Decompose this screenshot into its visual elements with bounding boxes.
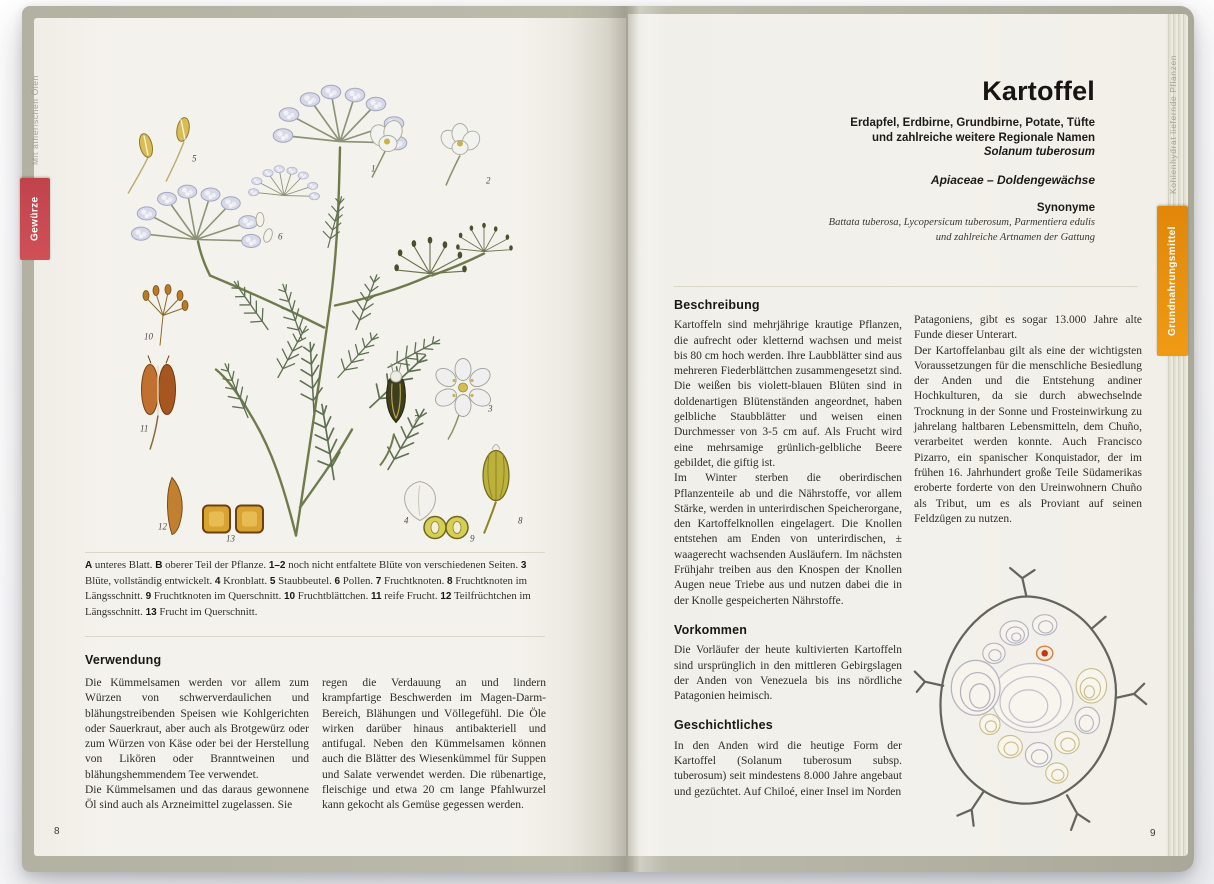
body-paragraph: Kartoffeln sind mehrjährige krautige Pflanzen, die aufrecht oder kletternd wachsen und meist bis 80 cm hoch werden. Ihre Laubblätter sind aus mehreren Fiederblättchen zusammengesetzt sind. Die weißen bis violett-blauen Blüten sind in doldenartigen Blütenständen angeordnet, haben gelbliche Staubblätter und weisen einen Durchmesser von 3-5 cm auf. Als Frucht wird eine mehrsamige grünlich-gelbliche Beere gebildet, die giftig ist. xyxy=(674,319,902,469)
article-column-1 xyxy=(674,298,902,800)
synonyms-line-2: und zahlreiche Artnamen der Gattung xyxy=(935,232,1095,244)
page-number-left: 8 xyxy=(54,826,60,837)
figure-label-1: 1 xyxy=(371,163,376,174)
figure-label-2: 2 xyxy=(486,175,491,186)
geschichtliches-heading: Geschichtliches xyxy=(674,718,773,733)
verwendung-heading: Verwendung xyxy=(85,653,162,667)
figure-label-9: 9 xyxy=(470,533,475,544)
book-spread xyxy=(22,6,1194,872)
body-paragraph: Die Vorläufer der heute kultivierten Kartoffeln sind ursprünglich in den mittleren Gebirgslagen der Anden von Venezuela bis ins nördliche Patagonien heimisch. xyxy=(674,644,902,703)
article-title: Kartoffel xyxy=(982,76,1095,106)
plate-caption: A unteres Blatt. B oberer Teil der Pflanze. 1–2 noch nicht entfaltete Blüte von verschiedenen Seiten. 3 Blüte, vollständig entwickelt. 4 Kronblatt. 5 Staubbeutel. 6 Pollen. 7 Fruchtknoten. 8 Fruchtknoten im Längsschnitt. 9 Fruchtknoten im Querschnitt. 10 Fruchtblättchen. 11 reife Frucht. 12 Teilfrüchtchen im Längsschnitt. 13 Frucht im Querschnitt. xyxy=(85,559,531,618)
body-paragraph: Der Kartoffelanbau gilt als eine der wichtigsten Voraussetzungen für die menschliche Besiedlung der Anden und die Entstehung andiner Hochkulturen, da sie durch abwechselnde Trocknung in der Sonne und Frosteinwirkung zu jahrelang haltbaren Lebensmitteln, dem Chuño, verarbeitet werden konnte. Auch Francisco Pizarro, ein spanischer Konquistador, der im frühen 16. Jahrhundert große Teile Südamerikas eroberte forderte von den Ureinwohnern Chuño als Tribut, um es als Proviant auf seinen Feldzügen zu nutzen. xyxy=(914,344,1142,525)
figure-label-12: 12 xyxy=(158,521,167,532)
verwendung-column-2 xyxy=(322,676,546,814)
scientific-name: Solanum tuberosum xyxy=(983,146,1095,158)
article-header xyxy=(665,76,1095,245)
figure-label-8: 8 xyxy=(518,515,523,526)
botanical-plate-illustration xyxy=(88,76,543,544)
right-edge-category-label: Kohlenhydrat liefernde Pflanzen xyxy=(1168,54,1178,194)
alternate-names-line-1: Erdapfel, Erdbirne, Grundbirne, Potate, Tüfte xyxy=(850,117,1095,129)
figure-label-7: 7 xyxy=(414,413,419,424)
divider xyxy=(85,552,545,553)
figure-label-11: 11 xyxy=(140,423,149,434)
divider xyxy=(674,286,1138,287)
alternate-names-line-2: und zahlreiche weitere Regionale Namen xyxy=(871,131,1095,144)
body-paragraph: In den Anden wird die heutige Form der Kartoffel (Solanum tuberosum subsp. tuberosum) seit mindestens 8.000 Jahre angebaut und gezüchtet. Auf Chiloé, einer Insel im Norden xyxy=(674,739,902,798)
figure-label-4: 4 xyxy=(404,515,409,526)
beschreibung-heading: Beschreibung xyxy=(674,298,760,312)
right-page xyxy=(628,14,1166,856)
figure-label-3: 3 xyxy=(488,403,493,414)
body-paragraph: regen die Verdauung an und lindern krampfartige Beschwerden im Magen-Darm-Bereich, Blähungen und Völlegefühl. Die Öle wirken darüber hinaus antibakteriell und antifugal. Neben den Kümmelsamen können auch die Blätter des Wiesenkümmel für Suppen und Salate verwendet werden. Die rübenartige, fleischige und etwa 20 cm lange Pfahlwurzel kann gekocht als Gemüse gegessen werden. xyxy=(322,677,546,812)
left-page xyxy=(34,18,626,856)
body-paragraph: Die Kümmelsamen werden vor allem zum Würzen von schwerverdaulichen und blähungstreibenden Speisen wie Kohlgerichten oder Sauerkraut, aber auch als Brotgewürz oder zum Würzen von Käse oder bei der Herstellung von Likören oder Branntweinen und blähungshemmendem Tee verwendet. xyxy=(85,677,309,781)
family-name-text: Apiaceae – Doldengewächse xyxy=(930,172,1095,187)
figure-label-13: 13 xyxy=(226,533,235,544)
body-paragraph: Im Winter sterben die oberirdischen Pflanzenteile ab und die Nährstoffe, vor allem Stärke, werden in unterirdischen Speicherorgane, den Kartoffelknollen eingelagert. Die Knollen entstehen am Enden von unterirdischen, ± waagerecht wachsenden Ausläufern. Im nächsten Frühjahr treiben aus den Knospen der Knollen Augen neue Triebe aus und nutzen dabei die in der Knolle gespeicherten Nährstoffe. xyxy=(674,472,902,607)
article-column-2 xyxy=(914,313,1142,527)
vorkommen-heading: Vorkommen xyxy=(674,622,748,637)
synonyms-line-1: Battata tuberosa, Lycopersicum tuberosum, Parmentiera edulis xyxy=(828,216,1095,228)
family-name xyxy=(665,173,1095,187)
tab-gewuerze: Gewürze xyxy=(20,178,50,260)
left-edge-category-label: Mit ätherischen Ölen xyxy=(30,75,40,165)
figure-label-6: 6 xyxy=(278,231,283,242)
body-paragraph: Die Kümmelsamen und das daraus gewonnene Öl sind auch als Arzneimittel zugelassen. Sie xyxy=(85,784,309,812)
body-paragraph: Patagoniens, gibt es sogar 13.000 Jahre alte Funde dieser Unterart. xyxy=(914,314,1142,342)
verwendung-column-1 xyxy=(85,676,309,814)
figure-label-5: 5 xyxy=(192,153,197,164)
tab-grundnahrungsmittel: Grundnahrungsmittel xyxy=(1157,206,1188,356)
potato-cell-illustration xyxy=(912,564,1152,840)
figure-label-10: 10 xyxy=(144,331,153,342)
synonyms-heading: Synonyme xyxy=(1036,201,1095,214)
page-number-right: 9 xyxy=(1150,828,1156,839)
divider xyxy=(85,636,545,637)
